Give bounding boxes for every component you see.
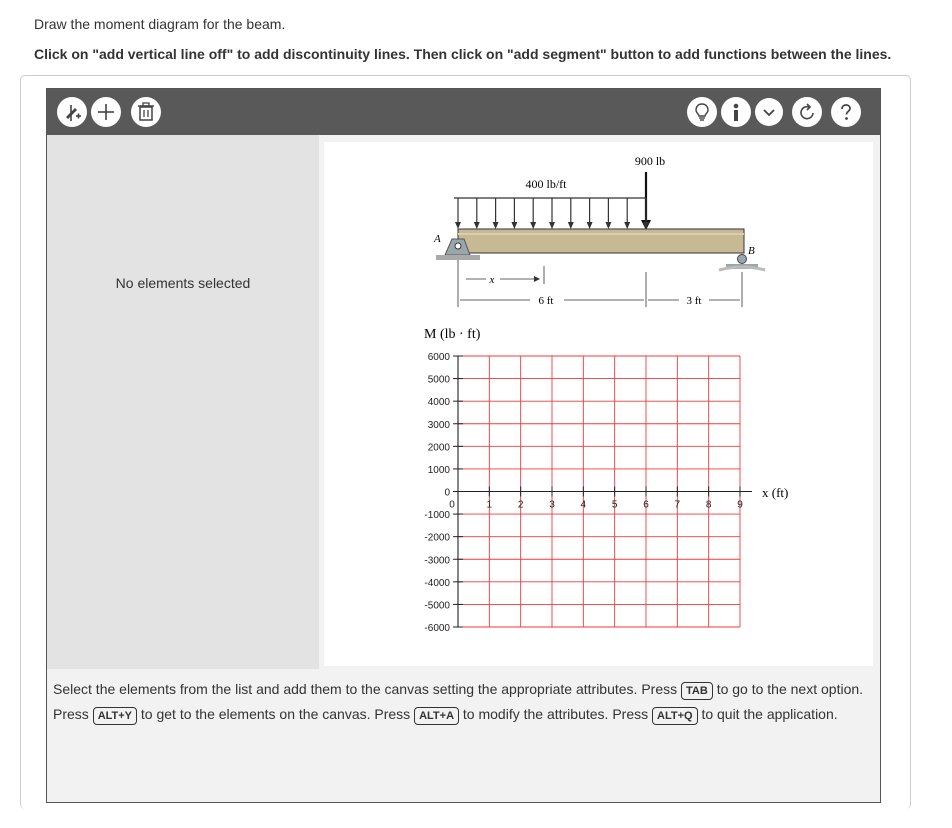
add-segment-button[interactable]	[91, 97, 121, 127]
graphing-app	[46, 88, 881, 803]
y-tick-label: 1000	[427, 464, 450, 476]
x-tick-label: 6	[643, 499, 649, 511]
help-icon	[836, 102, 856, 122]
x-tick-label: 4	[580, 499, 587, 511]
reset-icon	[797, 102, 817, 122]
question-instructions: Click on "add vertical line off" to add discontinuity lines. Then click on "add segment" button to add functions between the lines.	[34, 46, 892, 62]
x-tick-label: 1	[486, 499, 493, 511]
x-axis-title: x (ft)	[762, 485, 789, 500]
delete-icon	[137, 102, 155, 122]
x-tick-label: 8	[705, 499, 712, 511]
beam-figure	[433, 154, 765, 307]
point-load-label: 900 lb	[634, 154, 666, 168]
y-tick-label: 3000	[427, 419, 450, 431]
x-tick-label: 2	[517, 499, 524, 511]
selection-status: No elements selected	[115, 275, 251, 291]
y-tick-label: 0	[444, 487, 450, 499]
y-tick-label: -2000	[424, 532, 450, 544]
y-tick-label: 6000	[427, 352, 450, 363]
add-segment-icon	[96, 102, 116, 122]
distributed-load-label: 400 lb/ft	[525, 177, 567, 191]
dimension-3ft: 3 ft	[686, 295, 702, 307]
info-icon	[726, 102, 746, 122]
support-a-label: A	[434, 233, 441, 245]
moment-chart[interactable]	[424, 352, 752, 634]
kbd-tab: TAB	[681, 682, 713, 700]
x-tick-label: 0	[449, 499, 455, 511]
help-button[interactable]	[831, 97, 861, 127]
kbd-alt-a: ALT+A	[414, 707, 459, 725]
dimension-6ft: 6 ft	[538, 295, 554, 307]
x-tick-label: 5	[611, 499, 618, 511]
y-tick-label: -4000	[424, 577, 450, 589]
element-properties-panel	[47, 135, 319, 669]
add-vertical-line-icon	[62, 102, 82, 122]
delete-button[interactable]	[131, 97, 161, 127]
y-tick-label: 2000	[427, 442, 450, 454]
y-axis-title: M (lb · ft)	[424, 327, 481, 342]
y-tick-label: -5000	[424, 600, 450, 612]
kbd-alt-y: ALT+Y	[93, 707, 137, 725]
dropdown-button[interactable]	[755, 98, 783, 126]
kbd-alt-q: ALT+Q	[652, 707, 698, 725]
support-b-label: B	[748, 245, 755, 257]
x-tick-label: 7	[674, 499, 681, 511]
add-vertical-line-button[interactable]	[57, 97, 87, 127]
x-variable-label: x	[489, 274, 495, 286]
y-tick-label: 5000	[427, 374, 450, 386]
keyboard-instructions: Select the elements from the list and add them to the canvas setting the appropriate attributes. Press TAB to go to the next option. Press ALT+Y to get to the elements on the canvas. Press ALT+A to modify the attributes. Press ALT+Q to quit the application.	[53, 677, 868, 727]
roller-support-b	[738, 255, 747, 264]
hint-button[interactable]	[687, 97, 717, 127]
x-tick-label: 3	[549, 499, 555, 511]
y-tick-label: -3000	[424, 555, 450, 567]
x-tick-label: 9	[737, 499, 743, 511]
canvas-figure	[324, 142, 873, 666]
drawing-canvas[interactable]	[324, 142, 873, 666]
distributed-load-arrows	[455, 198, 649, 229]
info-button[interactable]	[721, 97, 751, 127]
y-tick-label: -6000	[424, 623, 450, 634]
question-text: Draw the moment diagram for the beam.	[34, 16, 286, 32]
y-tick-label: 4000	[427, 397, 450, 409]
hint-lightbulb-icon	[692, 102, 712, 122]
toolbar	[47, 89, 880, 135]
reset-button[interactable]	[792, 97, 822, 127]
dropdown-chevron-icon	[762, 105, 776, 119]
y-tick-label: -1000	[424, 510, 450, 522]
